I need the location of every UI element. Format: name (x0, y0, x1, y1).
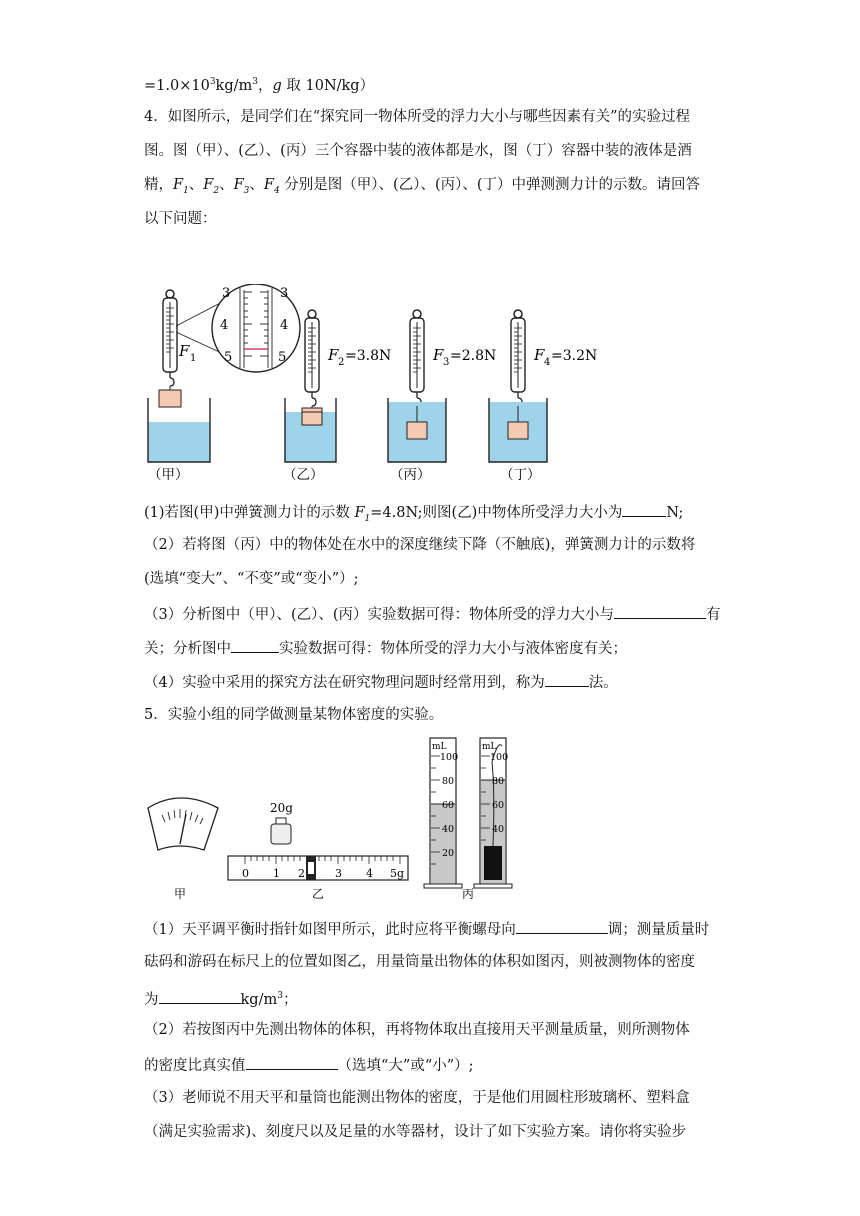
q5-part1-line2: 砝码和游码在标尺上的位置如图乙，用量筒量出物体的体积如图丙，则被测物体的密度 (144, 954, 695, 970)
text-italic: g (272, 77, 282, 94)
q5-part3-line2: （满足实验需求)、刻度尺以及足量的水等器材，设计了如下实验方案。请你将实验步 (144, 1124, 687, 1140)
text: F (173, 177, 184, 193)
cylinder-tick: 80 (442, 776, 455, 787)
q4-part2-line2: (选填“变大”、“不变”或“变小”）; (144, 571, 359, 587)
subscript: 2 (213, 185, 220, 196)
answer-blank[interactable] (159, 988, 241, 1004)
q5-part1-line1 (144, 918, 709, 940)
q4-line-3 (144, 175, 700, 201)
caption-bing: （丙） (390, 467, 431, 483)
object-block (484, 846, 502, 880)
caption-ding: （丁） (500, 467, 541, 483)
answer-blank[interactable] (622, 501, 666, 517)
weight-label: 20g (270, 801, 293, 815)
f1-sub: 1 (190, 353, 197, 364)
q5-part3-line1: （3）老师说不用天平和量筒也能测出物体的密度，于是他们用圆柱形玻璃杯、塑料盒 (144, 1090, 690, 1106)
answer-blank[interactable] (231, 637, 279, 653)
q4-line-4: 以下问题： (144, 211, 217, 227)
f2-sub: 2 (338, 357, 345, 368)
q4-part4 (144, 671, 618, 693)
text: 有 (706, 607, 721, 623)
subscript: 1 (364, 513, 371, 524)
text: (1)若图(甲)中弹簧测力计的示数 (144, 505, 355, 521)
scale-ding (489, 310, 597, 483)
figure-spring-scales (140, 284, 620, 489)
f4-sub: 4 (544, 357, 551, 368)
answer-blank[interactable] (246, 1054, 338, 1070)
cylinder-left (424, 738, 462, 888)
figure-balance-cylinders (140, 732, 540, 902)
text: F (203, 177, 214, 193)
text: ； (282, 991, 298, 1008)
answer-blank[interactable] (614, 603, 706, 619)
f3-label: F (433, 346, 444, 364)
caption-jia: （甲） (148, 467, 189, 483)
text: 的密度比真实值 (144, 1058, 246, 1074)
q5-part2-line2 (144, 1054, 474, 1076)
zoom-tick-5-left: 5 (224, 350, 233, 365)
q4-line-2: 图。图（甲）、(乙）、(丙）三个容器中装的液体都是水，图（丁）容器中装的液体是酒 (144, 143, 692, 159)
text: 实验数据可得：物体所受的浮力大小与液体密度有关； (279, 641, 627, 657)
pointer-dial-jia (148, 798, 218, 901)
weight-and-ruler-yi (228, 801, 408, 901)
cylinder-tick: 60 (442, 800, 455, 811)
q5-part1-line3 (144, 986, 297, 1010)
superscript: 3 (209, 77, 216, 87)
text: ， (257, 77, 273, 94)
subscript: 1 (183, 185, 189, 196)
text: 、 (219, 177, 234, 193)
zoom-tick-4-left: 4 (220, 318, 229, 333)
text: kg/m (240, 991, 278, 1008)
subscript: 3 (243, 185, 250, 196)
text: 关；分析图中 (144, 641, 231, 657)
text: F (354, 505, 365, 521)
zoom-tick-3-right: 3 (280, 286, 289, 301)
ruler-tick: 4 (366, 867, 373, 880)
cylinder-tick: 20 (442, 848, 455, 859)
scale-jia (148, 284, 300, 483)
cylinder-tick: 80 (492, 776, 505, 787)
scale-bing (388, 310, 496, 483)
f2-label: F (328, 346, 339, 364)
text: F (263, 177, 274, 193)
zoom-tick-3-left: 3 (222, 286, 231, 301)
caption-bing: 丙 (462, 887, 475, 901)
text: kg/m (215, 77, 253, 94)
cylinder-tick: 60 (492, 800, 505, 811)
zoom-tick-5-right: 5 (278, 350, 287, 365)
q5-line-1: 5．实验小组的同学做测量某物体密度的实验。 (144, 707, 444, 723)
q4-part1 (144, 501, 683, 529)
zoom-tick-4-right: 4 (280, 318, 289, 333)
text: 、 (188, 177, 204, 193)
q4-part3-line1 (144, 603, 721, 625)
ruler-tick: 5g (390, 867, 405, 880)
answer-blank[interactable] (545, 671, 589, 687)
block-jia (159, 390, 181, 407)
f4-value: =3.2N (551, 348, 598, 364)
text: 为 (144, 991, 159, 1008)
caption-jia: 甲 (174, 887, 187, 901)
q4-line-1: 4．如图所示，是同学们在“探究同一物体所受的浮力大小与哪些因素有关”的实验过程 (144, 109, 691, 125)
text: 精， (144, 177, 173, 193)
formula-line (144, 72, 374, 96)
ruler-tick: 2 (298, 867, 305, 880)
text: 取 10N/kg） (281, 77, 375, 94)
text: N; (666, 505, 684, 521)
block-bing (407, 422, 427, 439)
ruler-tick: 0 (242, 867, 249, 880)
cylinder-right (462, 738, 512, 901)
cylinder-tick: 40 (442, 824, 455, 835)
text: （选填“大”或“小”）; (337, 1058, 474, 1074)
q5-part2-line1: （2）若按图丙中先测出物体的体积，再将物体取出直接用天平测量质量，则所测物体 (144, 1022, 690, 1038)
subscript: 4 (273, 185, 280, 196)
text: 调；测量质量时 (607, 922, 710, 938)
cylinder-unit: mL (432, 742, 447, 752)
f3-value: =2.8N (450, 348, 497, 364)
f2-value: =3.8N (345, 348, 392, 364)
text: 法。 (588, 675, 618, 691)
f4-label: F (534, 346, 545, 364)
f1-label: F (179, 342, 190, 360)
text: =4.8N;则图(乙)中物体所受浮力大小为 (370, 505, 623, 521)
answer-blank[interactable] (516, 918, 608, 934)
ruler-tick: 1 (273, 867, 280, 880)
caption-yi: （乙） (283, 467, 324, 483)
text: =1.0×10 (144, 77, 210, 94)
text: （1）天平调平衡时指针如图甲所示，此时应将平衡螺母向 (144, 922, 516, 938)
q4-part3-line2 (144, 637, 627, 659)
text: F (233, 177, 244, 193)
cylinder-unit: mL (482, 742, 497, 752)
ruler-tick: 3 (335, 867, 342, 880)
superscript: 3 (277, 991, 283, 1001)
text: 、 (249, 177, 264, 193)
caption-yi: 乙 (312, 887, 325, 901)
cylinder-tick: 40 (492, 824, 505, 835)
text: （4）实验中采用的探究方法在研究物理问题时经常用到，称为 (144, 675, 545, 691)
cylinder-tick: 100 (440, 752, 459, 763)
superscript: 3 (252, 77, 258, 87)
text: 分别是图（甲）、(乙）、(丙）、(丁）中弹测测力计的示数。请回答 (279, 177, 701, 193)
block-ding (508, 422, 528, 439)
q4-part2-line1: （2）若将图（丙）中的物体处在水中的深度继续下降（不触底)，弹簧测力计的示数将 (144, 537, 696, 553)
cylinder-tick: 100 (490, 752, 509, 763)
water-jia (148, 422, 210, 462)
f3-sub: 3 (443, 357, 450, 368)
text: （3）分析图中（甲）、(乙）、(丙）实验数据可得：物体所受的浮力大小与 (144, 607, 615, 623)
